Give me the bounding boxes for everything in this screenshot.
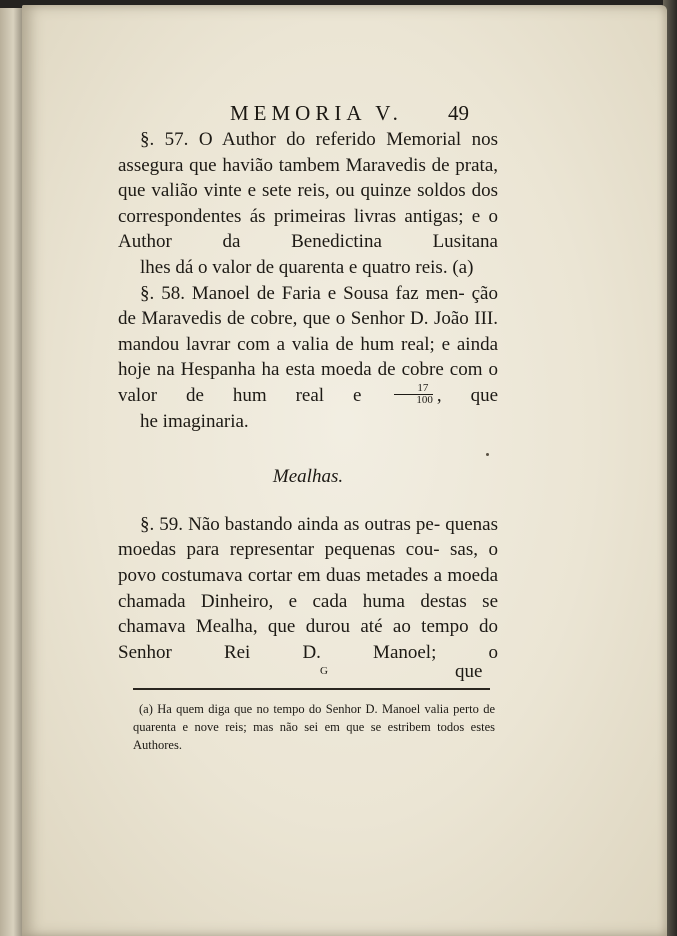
previous-page-edge [0,8,24,936]
fraction-numerator: 17 [394,383,433,395]
catchword: que [455,661,483,682]
text-line: lhes dá o valor de quarenta e quatro reis. (a) [140,256,474,278]
footnote [133,700,495,754]
text-line: §. 59. Não bastando ainda as outras pe- [140,513,441,535]
text-line: §. 57. O Author do referido Memorial [140,129,462,150]
text-line: quenas moedas para representar pequenas cou- [118,513,498,561]
text-line: prata, que valião vinte e sete reis, ou quinze [118,154,499,202]
main-text [118,127,498,665]
footnote-rule [133,688,490,690]
text-line: sas, o povo costumava cortar em duas metades [118,539,498,586]
text-line: de cobre com o valor de hum real e [118,359,498,406]
running-title: MEMORIA V. [230,101,403,125]
text-line: nos assegura que havião tambem Maravedis de [118,129,498,176]
text-line: ção de Maravedis de cobre, que o Senhor D. [118,282,498,330]
page-number: 49 [448,101,469,125]
text-line: ao tempo do Senhor Rei D. Manoel; o [118,616,499,663]
text-line: a moeda chamada Dinheiro, e cada huma [118,564,498,612]
footnote-text: (a) Ha quem diga que no tempo do Senhor D. Manoel valia perto de quarenta e nove reis; mas não sei em que se estribem todos estes Authores. [133,702,495,752]
text-line: §. 58. Manoel de Faria e Sousa faz men- [140,282,465,304]
fraction-denominator: 100 [416,394,433,407]
paragraph-59 [118,512,498,666]
fraction [394,383,433,406]
signature-mark: G [320,665,329,677]
text-line: João III. mandou lavrar com a valia de hum [118,308,499,355]
paragraph-57 [118,127,498,281]
text-line: real; e ainda hoje na Hespanha ha esta moeda [118,333,498,381]
ink-speck [486,453,489,456]
text-line: antigas; e o Author da Benedictina Lusitana [118,205,499,253]
text-line: soldos dos correspondentes ás primeiras livras [118,180,499,227]
paragraph-58 [118,281,498,435]
section-heading: Mealhas. [272,466,344,488]
text-line: he imaginaria. [140,410,249,432]
text-line: destas se chamava Mealha, que durou até [118,590,499,638]
text-line: , que [436,384,499,406]
